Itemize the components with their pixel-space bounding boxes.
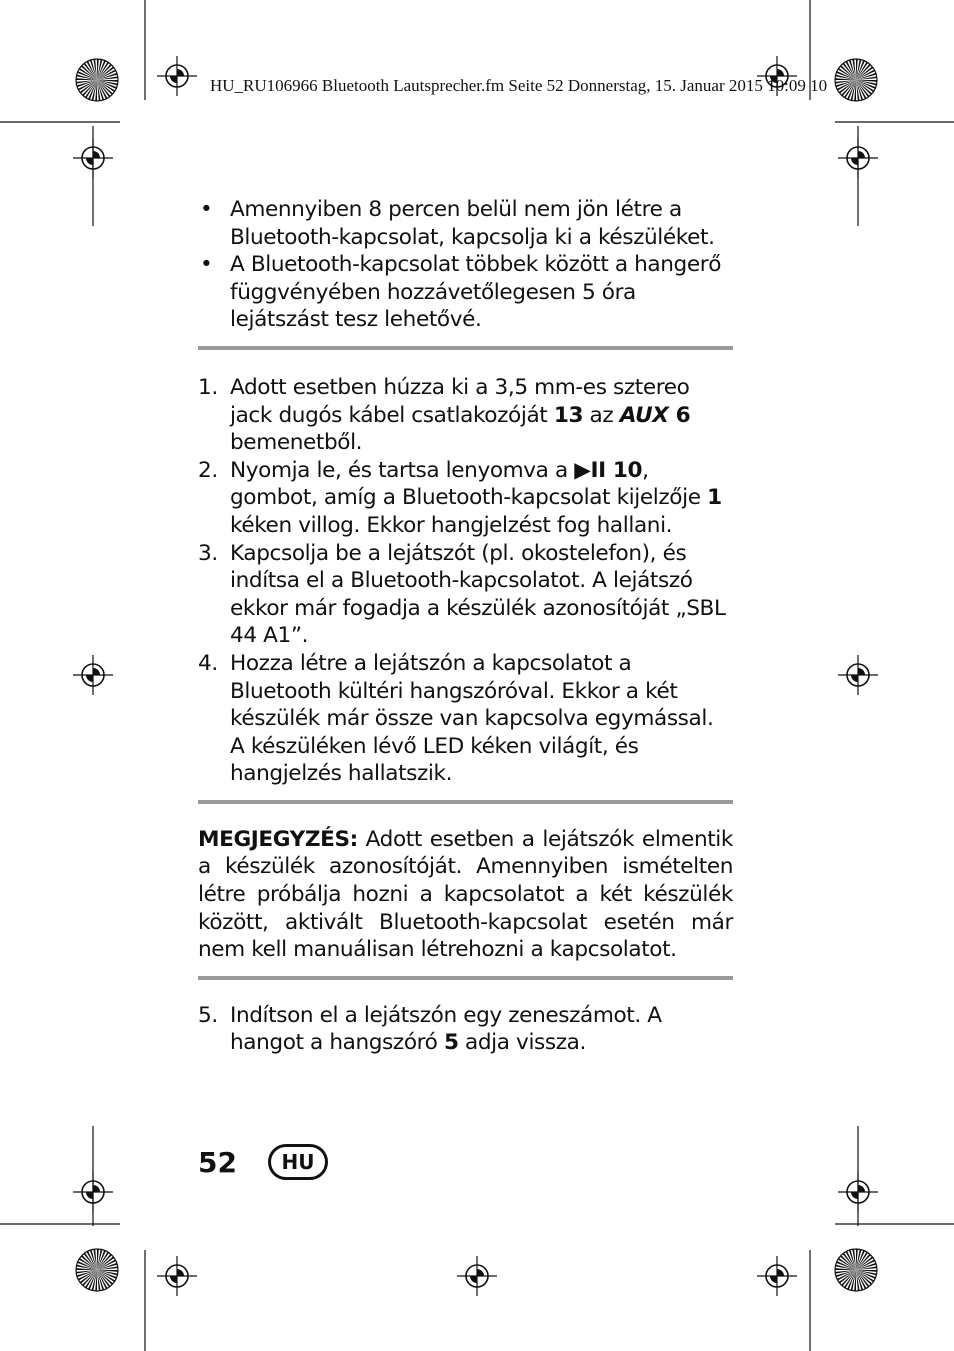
step-number: 1. [198,374,218,400]
item-body [230,458,722,538]
step-number: 2. [198,457,218,483]
item-body: Amennyiben 8 percen belül nem jön létre a Bluetooth-kapcsolat, kapcsolja ki a készüléket. [230,197,715,250]
numbered-steps [198,374,733,788]
item-body [230,1003,662,1056]
note-text: Adott esetben a lejátszók elmentik a készülék azonosítóját. Amennyiben ismételten létre próbálja hozni a kapcsolatot a két készülék között, aktivált Bluetooth-kapcsolat esetén már nem kell manuálisan létrehozni a kapcsolatot. [198,826,733,963]
language-badge: HU [268,1144,328,1180]
section-divider [198,346,733,350]
step-5 [198,1002,733,1057]
step-number: 3. [198,540,218,566]
text-run: 5 [443,1030,459,1056]
step-item [198,540,733,650]
text-run: 6 [668,402,691,428]
item-body [230,541,726,649]
page-number: 52 [198,1146,237,1179]
item-body: A Bluetooth-kapcsolat többek között a hangerő függvényében hozzávetőlegesen 5 óra lejátszást tesz lehetővé. [230,252,722,333]
text-run: adja vissza. [458,1030,586,1056]
item-body [230,651,713,786]
text-run: Nyomja le, és tartsa lenyomva a [230,457,575,483]
registration-starburst-icon [76,59,118,101]
step-number: 4. [198,650,218,676]
step-item [198,374,733,457]
registration-crosshair-icon [457,1256,497,1296]
step-item [198,1002,733,1057]
bullet-marker: • [200,197,213,222]
text-run: Hozza létre a lejátszón a kapcsolatot a Bluetooth kültéri hangszóróval. Ekkor a két készülék már össze van kapcsolva egymással. A készüléken lévő LED kéken világít, és hangjelzés hallatszik. [230,650,714,787]
bullet-marker: • [200,252,213,278]
registration-crosshair-icon [73,1172,113,1212]
bullet-list [198,196,733,334]
registration-crosshair-icon [157,1256,197,1296]
note-divider-top [198,800,733,804]
text-run: 13 [553,402,584,428]
registration-crosshair-icon [838,655,878,695]
text-run: Adott esetben húzza ki a 3,5 mm-es sztereo jack dugós kábel csatlakozóját [230,374,690,428]
registration-crosshair-icon [838,138,878,178]
registration-crosshair-icon [157,56,197,96]
text-run: AUX [619,402,669,428]
registration-crosshair-icon [73,138,113,178]
text-run: bemenetből. [230,430,363,456]
text-run: 1 [707,485,722,511]
text-run: Indítson el a lejátszón egy zeneszámot. A hangot a hangszóró [230,1002,662,1056]
step-item [198,650,733,788]
text-run: , gombot, amíg a Bluetooth-kapcsolat kijelzője [230,457,708,511]
text-run: Kapcsolja be a lejátszót (pl. okostelefon), és indítsa el a Bluetooth-kapcsolatot. A lejátszó ekkor már fogadja a készülék azonosítóját „SBL 44 A1”. [230,540,726,649]
step-number: 5. [198,1002,218,1028]
text-run: az [583,402,620,428]
step-item [198,457,733,540]
note-label: MEGJEGYZÉS: [198,826,358,852]
note-paragraph [198,826,733,964]
print-header-line: HU_RU106966 Bluetooth Lautsprecher.fm Seite 52 Donnerstag, 15. Januar 2015 10:09 10 [210,76,828,95]
registration-crosshair-icon [73,655,113,695]
bullet-item [198,196,733,251]
registration-starburst-icon [835,1249,877,1291]
registration-crosshair-icon [757,1256,797,1296]
note-divider-bottom [198,976,733,980]
text-run: kéken villog. Ekkor hangjelzést fog hallani. [230,512,673,538]
registration-crosshair-icon [838,1172,878,1212]
registration-starburst-icon [835,59,877,101]
page-content [198,196,733,1057]
bullet-item [198,251,733,334]
item-body [230,375,690,455]
registration-starburst-icon [76,1249,118,1291]
text-run: ▶II 10 [574,457,643,483]
